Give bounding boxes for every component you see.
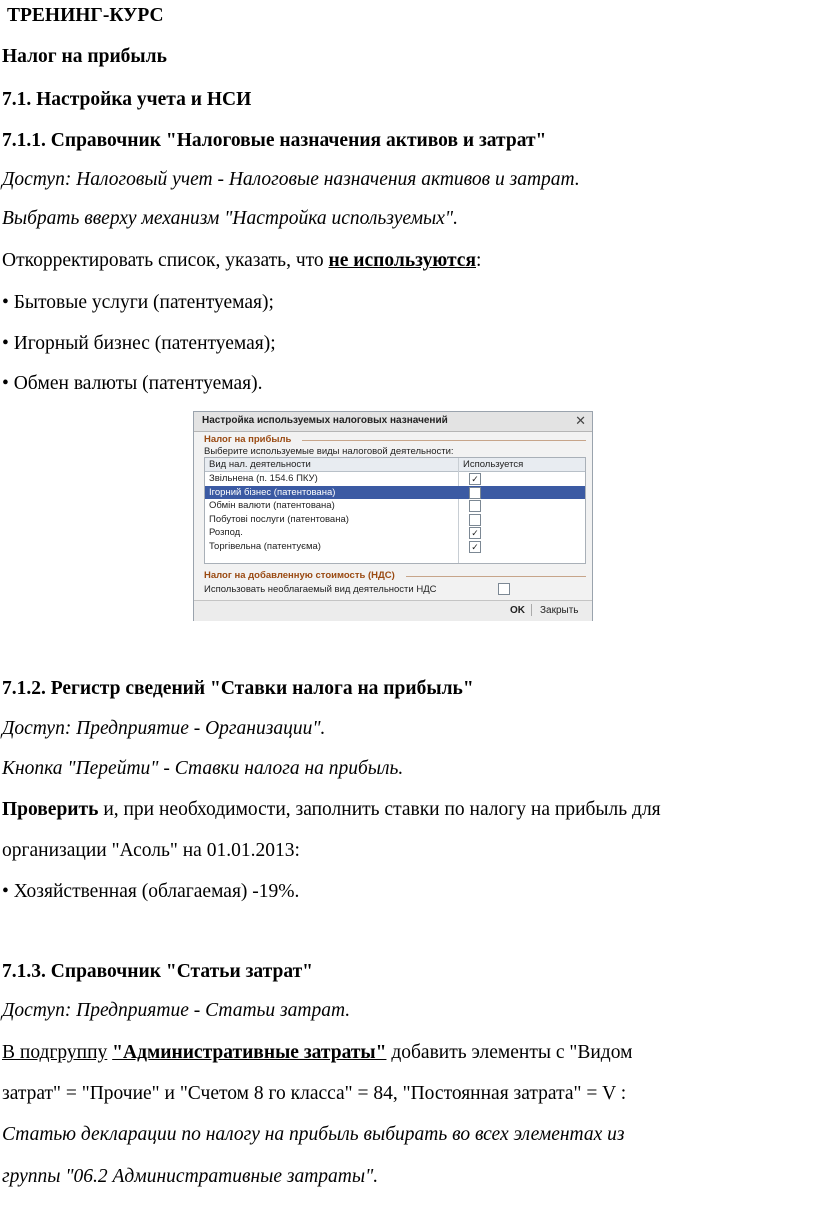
correct-list-emph: не используются — [328, 250, 476, 271]
section-7-1-3: 7.1.3. Справочник "Статьи затрат" — [2, 961, 313, 982]
check-rest: и, при необходимости, заполнить ставки по налогу на прибыль для — [98, 799, 661, 820]
used-checkbox[interactable]: ✓ — [469, 541, 481, 553]
row-label: Побутові послуги (патентована) — [209, 513, 349, 525]
column-header-used: Используется — [463, 459, 524, 470]
topic-title: Налог на прибыль — [2, 46, 167, 67]
check-text — [2, 797, 661, 823]
table-header — [205, 458, 585, 472]
table-row[interactable] — [205, 526, 585, 540]
settings-dialog — [193, 411, 593, 621]
subgroup-name: "Административные затраты" — [112, 1042, 387, 1063]
subgroup-suffix: добавить элементы с "Видом — [386, 1042, 633, 1063]
access-text-3: Доступ: Предприятие - Статьи затрат. — [2, 1000, 351, 1021]
table-row[interactable] — [205, 472, 585, 486]
section-7-1-1: 7.1.1. Справочник "Налоговые назначения активов и затрат" — [2, 130, 547, 151]
bullet-item: • Обмен валюты (патентуемая). — [2, 373, 263, 394]
vat-option-label: Использовать необлагаемый вид деятельности НДС — [204, 584, 437, 595]
activity-table — [204, 457, 586, 564]
row-label: Звільнена (п. 154.6 ПКУ) — [209, 473, 318, 484]
used-checkbox[interactable] — [469, 487, 481, 499]
access-text-1: Доступ: Налоговый учет - Налоговые назначения активов и затрат. — [2, 169, 580, 190]
declaration-text-2: группы "06.2 Административные затраты". — [2, 1166, 379, 1187]
row-label: Торгівельна (патентуєма) — [209, 540, 321, 552]
bullet-item: • Игорный бизнес (патентуемая); — [2, 333, 276, 354]
check-bold: Проверить — [2, 799, 99, 820]
row-label: Обмін валюти (патентована) — [209, 500, 335, 511]
section-7-1-2: 7.1.2. Регистр сведений "Ставки налога на прибыль" — [2, 678, 474, 699]
row-label: Розпод. — [209, 527, 243, 538]
vat-option-checkbox[interactable] — [498, 583, 510, 595]
used-checkbox[interactable]: ✓ — [469, 473, 481, 485]
button-go-text: Кнопка "Перейти" - Ставки налога на прибыль. — [2, 758, 404, 779]
used-checkbox[interactable] — [469, 514, 481, 526]
group-profit-tax: Налог на прибыль — [204, 434, 292, 445]
doc-heading: ТРЕНИНГ-КУРС — [7, 5, 164, 26]
declaration-text-1: Статью декларации по налогу на прибыль выбирать во всех элементах из — [2, 1124, 625, 1145]
bullet-item: • Бытовые услуги (патентуемая); — [2, 292, 274, 313]
correct-list-suffix: : — [476, 250, 482, 271]
bullet-item: • Хозяйственная (облагаемая) -19%. — [2, 881, 300, 902]
used-checkbox[interactable] — [469, 500, 481, 512]
ok-button[interactable]: OK — [510, 605, 525, 616]
dialog-hint: Выберите используемые виды налоговой деятельности: — [204, 446, 454, 457]
subgroup-text — [2, 1040, 632, 1066]
table-row-selected[interactable] — [205, 486, 585, 500]
column-header-activity: Вид нал. деятельности — [209, 459, 311, 470]
dialog-button-bar — [194, 600, 592, 621]
table-row[interactable] — [205, 513, 585, 527]
group-vat: Налог на добавленную стоимость (НДС) — [204, 570, 395, 581]
correct-list-text — [2, 248, 481, 274]
section-7-1: 7.1. Настройка учета и НСИ — [2, 89, 252, 110]
dialog-title: Настройка используемых налоговых назначений — [202, 415, 448, 426]
group-divider — [302, 440, 586, 441]
group-divider — [406, 576, 586, 577]
table-row[interactable] — [205, 499, 585, 513]
subgroup-prefix: В подгруппу — [2, 1042, 108, 1063]
close-icon[interactable]: ✕ — [575, 413, 586, 428]
check-text-line2: организации "Асоль" на 01.01.2013: — [2, 840, 300, 861]
correct-list-prefix: Откорректировать список, указать, что — [2, 250, 329, 271]
button-separator — [531, 604, 532, 616]
choose-mechanism-text: Выбрать вверху механизм "Настройка используемых". — [2, 208, 458, 229]
close-button[interactable]: Закрыть — [540, 605, 579, 616]
dialog-titlebar — [194, 412, 592, 432]
access-text-2: Доступ: Предприятие - Организации". — [2, 718, 326, 739]
table-row[interactable] — [205, 540, 585, 554]
used-checkbox[interactable]: ✓ — [469, 527, 481, 539]
subgroup-text-line2: затрат" = "Прочие" и "Счетом 8 го класса" = 84, "Постоянная затрата" = V : — [2, 1083, 627, 1104]
row-label: Ігорний бізнес (патентована) — [209, 486, 336, 498]
